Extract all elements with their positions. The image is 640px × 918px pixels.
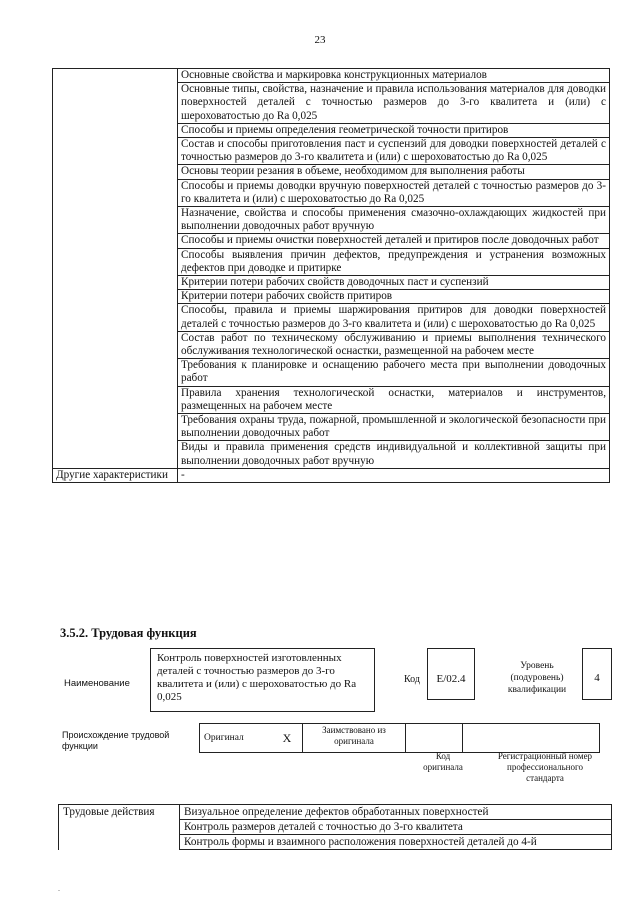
knowledge-row: [53, 179, 610, 206]
knowledge-row-text: Требования к планировке и оснащению рабочего места при выполнении доводочных работ: [178, 359, 610, 386]
knowledge-row-text: Основные свойства и маркировка конструкционных материалов: [178, 69, 610, 83]
other-characteristics-label: Другие характеристики: [53, 468, 178, 482]
labor-action-text: Визуальное определение дефектов обработанных поверхностей: [180, 805, 612, 820]
other-characteristics-value: -: [178, 468, 610, 482]
knowledge-row-text: Требования охраны труда, пожарной, промышленной и экологической безопасности при выполнении доводочных работ: [178, 414, 610, 441]
knowledge-row: [53, 69, 610, 83]
labor-actions-label: Трудовые действия: [59, 805, 180, 820]
page-number: 23: [314, 34, 326, 46]
labor-action-row: [59, 835, 612, 850]
knowledge-row-text: Основы теории резания в объеме, необходимом для выполнения работы: [178, 165, 610, 179]
knowledge-row: [53, 83, 610, 124]
labor-actions-table: [58, 804, 612, 850]
knowledge-row-text: Основные типы, свойства, назначение и правила использования материалов для доводки поверхностей деталей с точностью размеров до 3-го квалитета и (или) с шероховатостью до Ra 0,025: [178, 83, 610, 124]
knowledge-row: [53, 138, 610, 165]
original-code-caption: Код оригинала: [423, 751, 463, 772]
original-code-cell: [406, 724, 463, 753]
name-label: Наименование: [64, 678, 130, 689]
knowledge-row-text: Способы, правила и приемы шаржирования притиров для доводки поверхностей деталей с точностью размеров до 3-го квалитета и (или) с шероховатостью до Ra 0,025: [178, 304, 610, 331]
knowledge-row: [53, 441, 610, 468]
knowledge-row: [53, 248, 610, 275]
knowledge-row-left-cell: [53, 207, 178, 234]
knowledge-row-left-cell: [53, 386, 178, 413]
knowledge-row-text: Состав и способы приготовления паст и суспензий для доводки поверхностей деталей с точностью размеров до 3-го квалитета и (или) с шероховатостью до Ra 0,025: [178, 138, 610, 165]
knowledge-row-left-cell: [53, 290, 178, 304]
knowledge-row-left-cell: [53, 359, 178, 386]
function-name-box: Контроль поверхностей изготовленных деталей с точностью размеров до 3-го квалитета и (или) с шероховатостью до Ra 0,025: [150, 648, 375, 712]
knowledge-row-text: Критерии потери рабочих свойств притиров: [178, 290, 610, 304]
knowledge-row-left-cell: [53, 414, 178, 441]
knowledge-row: [53, 234, 610, 248]
knowledge-row-left-cell: [53, 304, 178, 331]
knowledge-row-left-cell: [53, 234, 178, 248]
knowledge-row: [53, 331, 610, 358]
original-mark: X: [272, 724, 303, 753]
knowledge-row: [53, 165, 610, 179]
function-code-box: E/02.4: [427, 648, 475, 700]
knowledge-row: [53, 123, 610, 137]
knowledge-row: [53, 386, 610, 413]
knowledge-row-text: Критерии потери рабочих свойств доводочных паст и суспензий: [178, 276, 610, 290]
registration-number-cell: [463, 724, 600, 753]
origin-label: Происхождение трудовой функции: [62, 730, 170, 751]
labor-actions-left-cell: [59, 835, 180, 850]
level-value-box: 4: [582, 648, 612, 700]
registration-caption: Регистрационный номер профессионального стандарта: [497, 751, 593, 783]
original-label: Оригинал: [200, 724, 273, 753]
knowledge-row-text: Правила хранения технологической оснастки, материалов и инструментов, размещенных на рабочем месте: [178, 386, 610, 413]
knowledge-row: [53, 207, 610, 234]
section-title: 3.5.2. Трудовая функция: [60, 626, 197, 640]
level-label: Уровень (подуровень) квалификации: [507, 661, 567, 695]
knowledge-row-left-cell: [53, 83, 178, 124]
knowledge-row-text: Состав работ по техническому обслуживанию и приемы выполнения технического обслуживания технологической оснастки, размещенной на рабочем месте: [178, 331, 610, 358]
knowledge-row: [53, 276, 610, 290]
knowledge-row-left-cell: [53, 138, 178, 165]
knowledge-row-text: Назначение, свойства и способы применения смазочно-охлаждающих жидкостей при выполнении доводочных работ вручную: [178, 207, 610, 234]
knowledge-row-left-cell: [53, 441, 178, 468]
code-label: Код: [404, 674, 420, 685]
knowledge-row-text: Способы и приемы доводки вручную поверхностей деталей с точностью размеров до 3-го квалитета и (или) с шероховатостью до Ra 0,025: [178, 179, 610, 206]
knowledge-row-text: Виды и правила применения средств индивидуальной и коллективной защиты при выполнении доводочных работ вручную: [178, 441, 610, 468]
borrowed-label: Заимствовано из оригинала: [303, 724, 406, 753]
knowledge-row: [53, 290, 610, 304]
knowledge-table: [52, 68, 610, 483]
knowledge-row-left-cell: [53, 248, 178, 275]
labor-action-row: [59, 820, 612, 835]
knowledge-row-left-cell: [53, 331, 178, 358]
knowledge-row: [53, 414, 610, 441]
origin-table: [199, 723, 600, 753]
knowledge-row: [53, 304, 610, 331]
labor-action-text: Контроль формы и взаимного расположения поверхностей деталей до 4-й: [180, 835, 612, 850]
labor-actions-left-cell: [59, 820, 180, 835]
knowledge-row-left-cell: [53, 165, 178, 179]
knowledge-row-text: Способы и приемы определения геометрической точности притиров: [178, 123, 610, 137]
knowledge-row: [53, 359, 610, 386]
knowledge-row-left-cell: [53, 123, 178, 137]
knowledge-row-text: Способы выявления причин дефектов, предупреждения и устранения возможных дефектов при доводке и притирке: [178, 248, 610, 275]
labor-action-row: [59, 805, 612, 820]
page-mark: .: [58, 884, 60, 893]
knowledge-row-left-cell: [53, 179, 178, 206]
labor-action-text: Контроль размеров деталей с точностью до 3-го квалитета: [180, 820, 612, 835]
knowledge-row-text: Способы и приемы очистки поверхностей деталей и притиров после доводочных работ: [178, 234, 610, 248]
other-characteristics-row: [53, 468, 610, 482]
knowledge-row-left-cell: [53, 276, 178, 290]
knowledge-row-left-cell: [53, 69, 178, 83]
